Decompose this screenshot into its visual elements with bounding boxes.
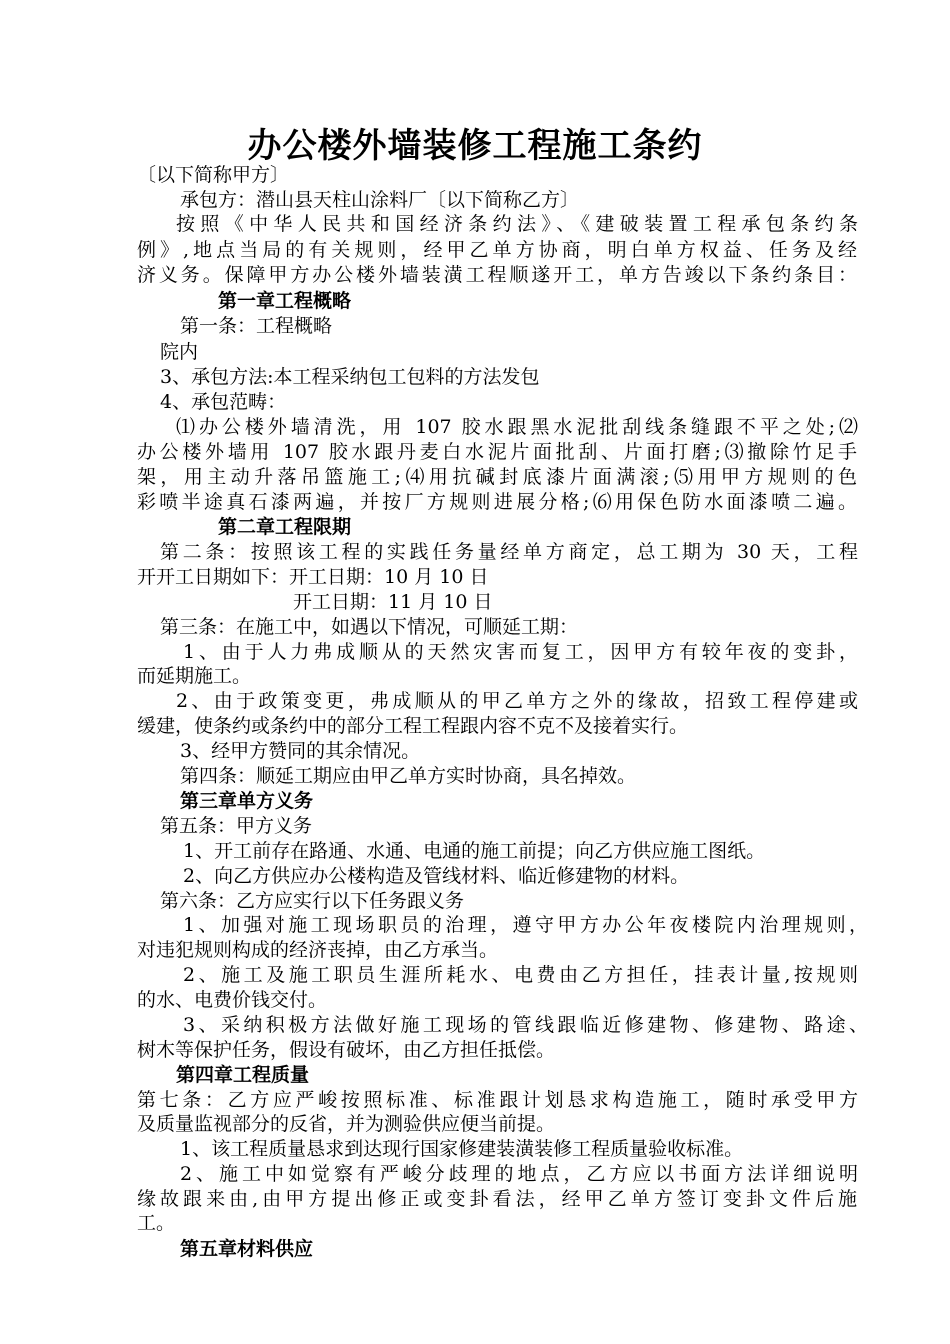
body-line: 开工日期：11 月 10 日 — [293, 591, 493, 613]
body-line: 树木等保护任务，假设有破坏，由乙方担任抵偿。 — [137, 1039, 556, 1061]
chapter-heading: 第二章工程限期 — [218, 516, 352, 538]
chapter-heading: 第一章工程概略 — [218, 290, 352, 312]
scope-line: 彩喷半途真石漆两遍，并按厂方规则进展分格;⑹用保色防水面漆喷二遍。 — [137, 491, 857, 513]
article-line: 第二条：按照该工程的实践任务量经单方商定，总工期为 30 天，工程 — [160, 541, 858, 563]
body-line: 2、由于政策变更，弗成顺从的甲乙单方之外的缘故，招致工程停建或 — [176, 690, 858, 712]
article-line: 第七条：乙方应严峻按照标准、标准跟计划恳求构造施工，随时承受甲方 — [137, 1089, 858, 1111]
document-title: 办公楼外墙装修工程施工条约 — [247, 126, 703, 166]
chapter-heading: 第三章单方义务 — [180, 790, 314, 812]
chapter-heading: 第五章材料供应 — [180, 1238, 314, 1260]
body-line: 3、承包方法:本工程采纳包工包料的方法发包 — [160, 366, 540, 388]
body-line: 2、向乙方供应办公楼构造及管线材料、临近修建物的材料。 — [183, 865, 690, 887]
body-line: 1、该工程质量恳求到达现行国家修建装潢装修工程质量验收标准。 — [180, 1138, 744, 1160]
body-line: 1、加强对施工现场职员的治理，遵守甲方办公年夜楼院内治理规则， — [183, 914, 868, 936]
article-line: 第五条：甲方义务 — [160, 815, 313, 837]
body-line: 开开工日期如下：开工日期：10 月 10 日 — [137, 566, 489, 588]
chapter-heading: 第四章工程质量 — [176, 1064, 310, 1086]
body-line: 1、开工前存在路通、水通、电通的施工前提；向乙方供应施工图纸。 — [183, 840, 766, 862]
scope-line: ⑴办公楼外墙清洗，用 107 胶水跟黑水泥批刮线条缝跟不平之处;⑵ — [176, 416, 858, 438]
body-line: 对违犯规则构成的经济丧掉，由乙方承当。 — [137, 939, 499, 961]
body-line: 缘故跟来由,由甲方提出修正或变卦看法，经甲乙单方签订变卦文件后施 — [137, 1188, 857, 1210]
scope-line: 架，用主动升落吊篮施工;⑷用抗碱封底漆片面满滚;⑸用甲方规则的色 — [137, 466, 857, 488]
body-line: 1、由于人力弗成顺从的天然灾害而复工，因甲方有较年夜的变卦， — [183, 641, 858, 663]
body-line: 3、经甲方赞同的其余情况。 — [180, 740, 421, 762]
body-line: 3、采纳积极方法做好施工现场的管线跟临近修建物、修建物、路途、 — [183, 1014, 868, 1036]
body-line: 工。 — [137, 1212, 176, 1234]
article-line: 第一条：工程概略 — [180, 315, 333, 337]
body-line: 及质量监视部分的反省，并为测验供应便当前提。 — [137, 1113, 556, 1135]
party-a-line: 〔以下简称甲方〕 — [137, 164, 290, 186]
scope-line: 办公楼外墙用 107 胶水跟丹麦白水泥片面批刮、片面打磨;⑶撤除竹足手 — [137, 441, 857, 463]
article-line: 第三条：在施工中，如遇以下情况，可顺延工期： — [160, 616, 579, 638]
body-line: 院内 — [160, 341, 199, 363]
body-line: 2、施工及施工职员生涯所耗水、电费由乙方担任，挂表计量,按规则 — [183, 964, 858, 986]
preamble-line: 济义务。保障甲方办公楼外墙装潢工程顺遂开工，单方告竣以下条约条目： — [137, 264, 857, 286]
body-line: 而延期施工。 — [137, 665, 252, 687]
body-line: 4、承包范畴： — [160, 391, 287, 413]
article-line: 第四条：顺延工期应由甲乙单方实时协商，具名掉效。 — [180, 765, 637, 787]
body-line: 缓建，使条约或条约中的部分工程工程跟内容不克不及接着实行。 — [137, 715, 689, 737]
contractor-line: 承包方：潜山县天柱山涂料厂〔以下简称乙方〕 — [180, 189, 580, 211]
preamble-line: 按照《中华人民共和国经济条约法》、《建破装置工程承包条约条 — [176, 213, 858, 235]
body-line: 2、施工中如觉察有严峻分歧理的地点，乙方应以书面方法详细说明 — [180, 1163, 858, 1185]
article-line: 第六条：乙方应实行以下任务跟义务 — [160, 890, 465, 912]
preamble-line: 例》,地点当局的有关规则，经甲乙单方协商，明白单方权益、任务及经 — [137, 239, 857, 261]
body-line: 的水、电费价钱交付。 — [137, 989, 328, 1011]
